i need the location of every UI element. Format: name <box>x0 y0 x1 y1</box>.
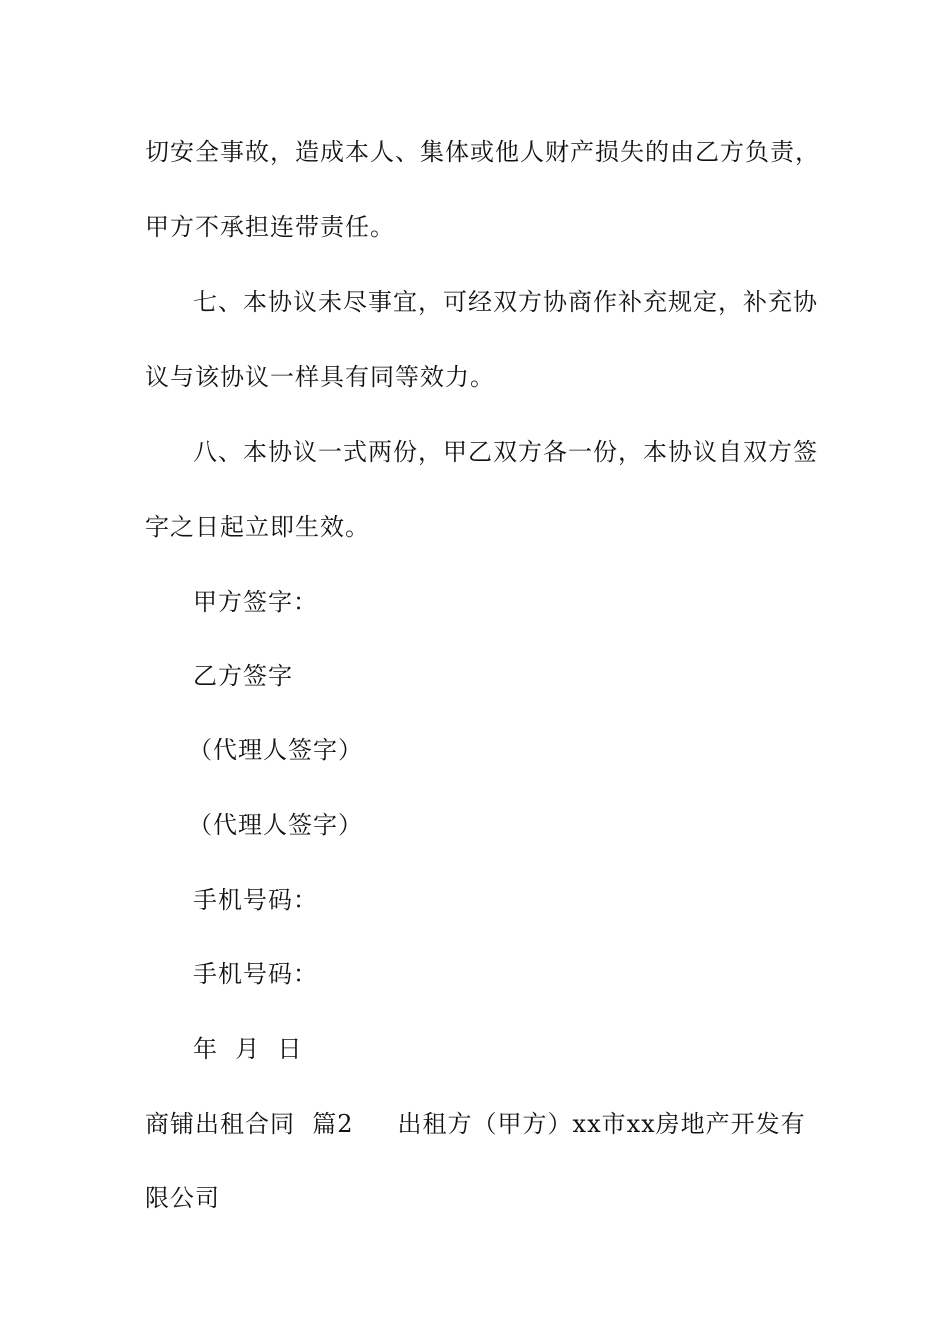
body-text-line: 切安全事故，造成本人、集体或他人财产损失的由乙方负责， <box>145 138 820 166</box>
agent-signature-label: （代理人签字） <box>188 736 363 764</box>
body-text-line: 议与该协议一样具有同等效力。 <box>145 363 495 391</box>
phone-number-label: 手机号码： <box>193 886 318 914</box>
body-text-line: 字之日起立即生效。 <box>145 513 370 541</box>
body-text-line: 甲方不承担连带责任。 <box>145 213 395 241</box>
next-contract-heading-line <box>145 1109 806 1139</box>
clause-eight-line: 八、本协议一式两份，甲乙双方各一份，本协议自双方签 <box>193 438 818 466</box>
party-a-signature-label: 甲方签字： <box>193 588 318 616</box>
section-heading: 商铺出租合同 篇2 <box>145 1110 354 1138</box>
phone-number-label: 手机号码： <box>193 960 318 988</box>
party-b-signature-label: 乙方签字 <box>193 662 293 690</box>
date-line: 年 月 日 <box>193 1035 303 1063</box>
clause-seven-line: 七、本协议未尽事宜，可经双方协商作补充规定，补充协 <box>193 288 818 316</box>
lessor-text: 出租方（甲方）xx市xx房地产开发有 <box>397 1110 806 1138</box>
agent-signature-label: （代理人签字） <box>188 811 363 839</box>
lessor-text-continued: 限公司 <box>145 1184 220 1212</box>
